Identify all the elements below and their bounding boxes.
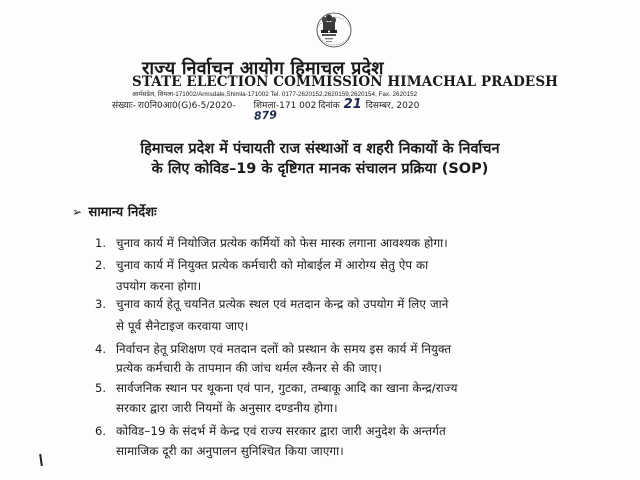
- list-item-text: सामाजिक दूरी का अनुपालन सुनिश्चित किया जाएगा।: [116, 444, 344, 458]
- commission-english-title: STATE ELECTION COMMISSION HIMACHAL PRADESH: [132, 74, 559, 90]
- document-title-line-1: हिमाचल प्रदेश में पंचायती राज संस्थाओं व शहरी निकायों के निर्वाचन: [140, 141, 500, 157]
- list-item-text: उपयोग करना होगा।: [116, 279, 202, 293]
- list-item-text: प्रत्येक कर्मचारी के तापमान की जांच थर्मल स्कैनर से की जाए।: [116, 361, 382, 375]
- list-item-number: 2.: [95, 258, 106, 272]
- list-item-number: 1.: [95, 236, 106, 250]
- arrow-bullet-icon: ➢: [72, 205, 83, 219]
- section-heading: [72, 202, 157, 220]
- list-item-text: सार्वजनिक स्थान पर थूकना एवं पान, गुटका, तम्बाकू आदि का खाना केन्द्र/राज्य: [116, 381, 458, 395]
- date-label: दिनांक: [318, 101, 340, 111]
- list-item-text: चुनाव कार्य में नियोजित प्रत्येक कर्मियों को फेस मास्क लगाना आवश्यक होगा।: [116, 236, 448, 250]
- list-item-number: 5.: [95, 381, 106, 395]
- reference-place: शिमला-171 002: [253, 101, 317, 111]
- list-item-number: 3.: [95, 297, 106, 311]
- reference-number: रा0नि0आ0(G)6-5/2020-: [137, 101, 236, 111]
- state-emblem-icon: [302, 8, 354, 58]
- list-item-text: चुनाव कार्य हेतू चयनित प्रत्येक स्थल एवं मतदान केन्द्र को उपयोग में लिए जाने: [116, 297, 449, 311]
- dispatch-number-handwritten: 879: [253, 108, 278, 123]
- date-day-handwritten: 21: [343, 97, 362, 112]
- list-item-text: निर्वाचन हेतू प्रशिक्षण एवं मतदान दलों को प्रस्थान के समय इस कार्य में नियुक्त: [116, 342, 452, 356]
- document-title-line-2: के लिए कोविड–19 के दृष्टिगत मानक संचालन प्रक्रिया (SOP): [151, 161, 489, 177]
- commission-address: आर्मसडेल, शिमला-171002/Armsdale,Shimla-171002 Tel. 0177-2620152,2620159,2620154, Fax. 2620152: [132, 91, 418, 98]
- date-month-year: दिसम्बर, 2020: [365, 101, 420, 111]
- commission-hindi-title: राज्य निर्वाचन आयोग हिमाचल प्रदेश: [142, 58, 384, 79]
- section-heading-text: सामान्य निर्देशः: [88, 205, 157, 220]
- list-item-number: 6.: [95, 424, 106, 438]
- list-item-text: कोविड–19 के संदर्भ में केन्द्र एवं राज्य सरकार द्वारा जारी अनुदेश के अन्तर्गत: [116, 424, 446, 438]
- list-item-number: 4.: [95, 342, 106, 356]
- list-item-text: चुनाव कार्य में नियुक्त प्रत्येक कर्मचारी को मोबाईल में आरोग्य सेतु ऐप का: [116, 258, 429, 272]
- list-item-text: सरकार द्वारा जारी नियमों के अनुसार दण्डनीय होगा।: [116, 401, 338, 415]
- list-item-text: से पूर्व सैनेटाइज करवाया जाए।: [116, 319, 249, 333]
- margin-pen-mark: [39, 454, 43, 466]
- reference-label: संख्याः-: [112, 101, 136, 111]
